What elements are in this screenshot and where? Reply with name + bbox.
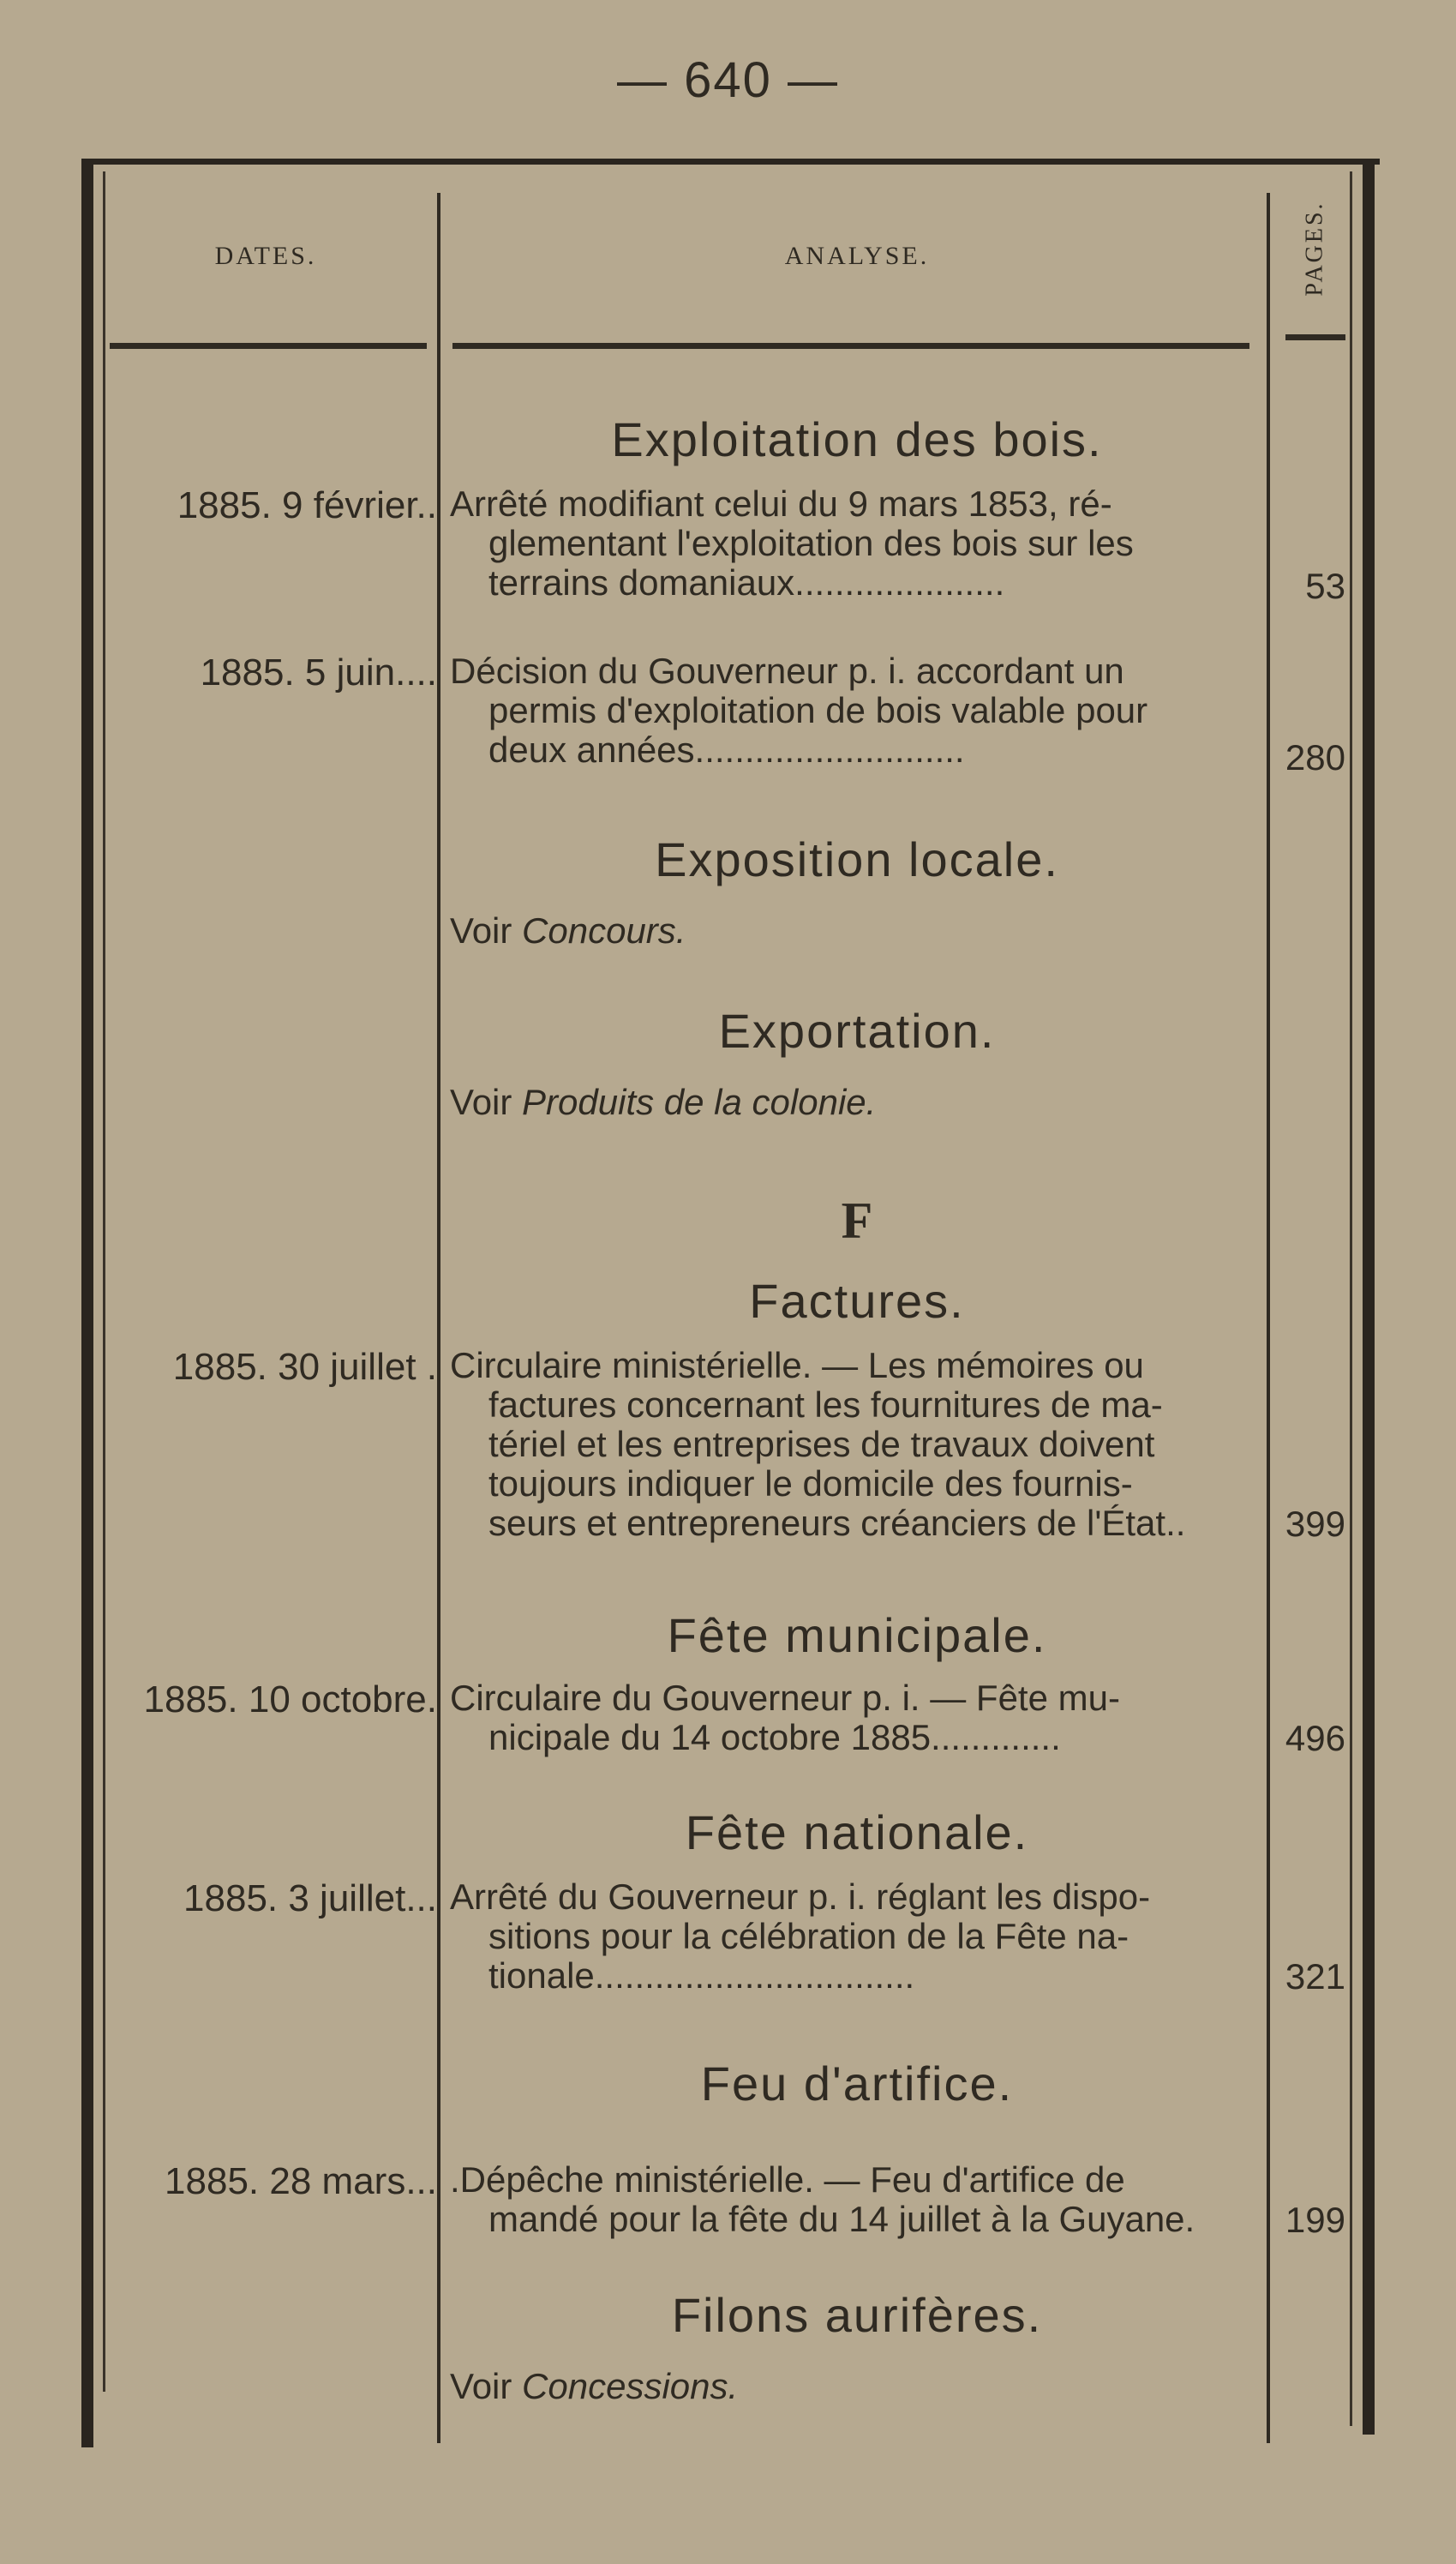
section-heading: Exposition locale.: [655, 832, 1059, 886]
entry-page: 496: [1285, 1718, 1345, 1758]
entry-text: [450, 1346, 1264, 1543]
see-reference: [450, 2366, 1264, 2407]
see-prefix: Voir: [450, 910, 512, 951]
entry-line: Décision du Gouverneur p. i. accordant un: [450, 652, 1124, 691]
section-heading: Fête municipale.: [667, 1608, 1047, 1662]
entry-line: toujours indiquer le domicile des fournis-: [488, 1464, 1133, 1504]
entry-date: 1885. 5 juin....: [200, 652, 437, 694]
entry-line: terrains domaniaux.....................: [488, 563, 1005, 603]
entry-page: 53: [1305, 566, 1345, 606]
section-heading: Exportation.: [718, 1004, 996, 1058]
section-heading: Filons aurifères.: [671, 2288, 1043, 2342]
see-reference: [450, 910, 1264, 952]
section-heading: Exploitation des bois.: [611, 412, 1103, 466]
entry-line: nicipale du 14 octobre 1885.............: [488, 1718, 1061, 1757]
entry-line: sitions pour la célébration de la Fête na-: [488, 1917, 1129, 1956]
entry-line: Circulaire ministérielle. — Les mémoires ou: [450, 1346, 1144, 1385]
entry-line: deux années...........................: [488, 730, 965, 770]
entry-text: [450, 1877, 1264, 1996]
section-heading: Factures.: [749, 1274, 965, 1328]
entry-line: tériel et les entreprises de travaux doivent: [488, 1425, 1155, 1464]
entry-page: 199: [1285, 2200, 1345, 2240]
frame-left-inner-border: [103, 171, 105, 2392]
frame-right-border: [1363, 163, 1375, 2435]
frame-right-inner-border: [1350, 171, 1352, 2426]
see-target: Produits de la colonie.: [522, 1082, 877, 1122]
entry-line: Arrêté du Gouverneur p. i. réglant les dispo-: [450, 1877, 1151, 1917]
entry-text: [450, 1678, 1264, 1757]
see-target: Concessions.: [522, 2366, 739, 2406]
entry-line: Circulaire du Gouverneur p. i. — Fête mu-: [450, 1678, 1120, 1718]
entry-text: [450, 652, 1264, 770]
header-rule-dates: [110, 343, 427, 349]
entry-page: 399: [1285, 1504, 1345, 1544]
see-prefix: Voir: [450, 1082, 512, 1122]
entry-line: glementant l'exploitation des bois sur les: [488, 524, 1134, 563]
header-dates: DATES.: [214, 242, 317, 270]
letter-divider: F: [841, 1192, 873, 1249]
entry-text: [450, 484, 1264, 603]
page-number: — 640 —: [617, 52, 839, 108]
entry-line: mandé pour la fête du 14 juillet à la Guyane.: [488, 2200, 1195, 2239]
see-target: Concours.: [522, 910, 686, 951]
column-divider-dates: [437, 193, 440, 2443]
section-heading: Fête nationale.: [685, 1805, 1029, 1859]
entry-date: 1885. 10 octobre.: [143, 1678, 437, 1720]
see-reference: [450, 1082, 1264, 1123]
section-heading: Feu d'artifice.: [700, 2057, 1014, 2111]
frame-left-border: [81, 163, 93, 2447]
entry-line: factures concernant les fournitures de ma-: [488, 1385, 1163, 1425]
entry-line: tionale................................: [488, 1956, 915, 1996]
column-divider-pages: [1267, 193, 1270, 2443]
entry-date: 1885. 28 mars...: [165, 2160, 437, 2202]
entry-date: 1885. 30 juillet .: [172, 1346, 437, 1388]
header-pages-label: PAGES.: [1302, 201, 1328, 297]
entry-text: [450, 2160, 1264, 2239]
entry-page: 321: [1285, 1956, 1345, 1997]
header-analyse: ANALYSE.: [784, 242, 930, 270]
header-rule-analyse: [452, 343, 1249, 349]
header-pages: [1285, 184, 1345, 313]
entry-line: seurs et entrepreneurs créanciers de l'État..: [488, 1504, 1186, 1543]
entry-date: 1885. 9 février..: [177, 484, 437, 526]
header-rule-pages: [1285, 334, 1345, 340]
entry-page: 280: [1285, 737, 1345, 778]
entry-line: Arrêté modifiant celui du 9 mars 1853, ré-: [450, 484, 1112, 524]
see-prefix: Voir: [450, 2366, 512, 2406]
entry-date: 1885. 3 juillet...: [183, 1877, 437, 1919]
entry-line: permis d'exploitation de bois valable pour: [488, 691, 1148, 730]
entry-line: .Dépêche ministérielle. — Feu d'artifice de: [450, 2160, 1125, 2200]
